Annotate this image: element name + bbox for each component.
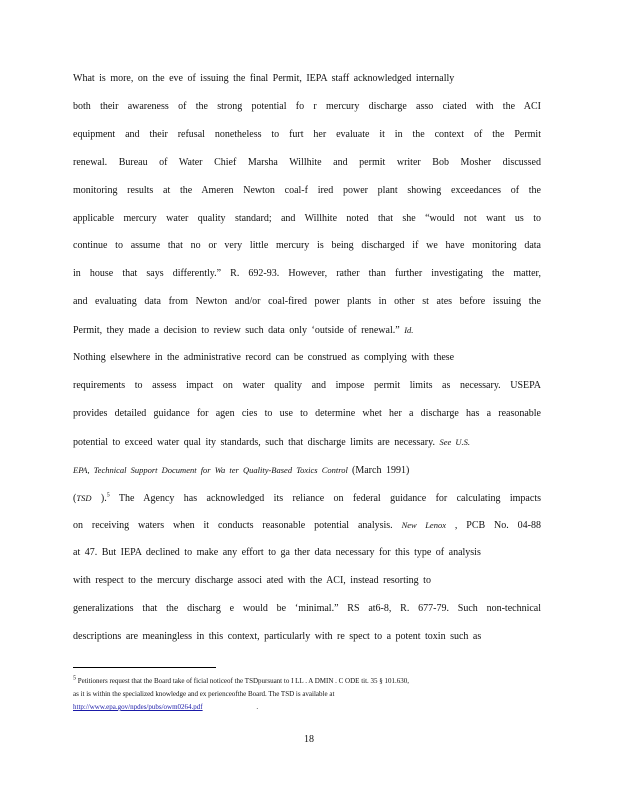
body-line: applicable mercury water quality standard; and Willhite noted that she “would not want us to (73, 212, 541, 224)
footnote-line-1 (73, 677, 543, 686)
body-line: and evaluating data from Newton and/or coal-fired power plants in other st ates before issuing the (73, 296, 541, 308)
body-line: What is more, on the eve of issuing the final Permit, IEPA staff acknowledged internally (73, 73, 455, 84)
body-line: (TSD ).$^5$ The Agency has acknowledged its reliance on federal guidance for calculating impacts (73, 492, 541, 504)
body-line: monitoring results at the Ameren Newton coal-f ired power plant showing exceedances of the (73, 184, 541, 196)
footnote-line-3 (73, 703, 543, 712)
footnote-text-1: Petitioners request that the Board take of ficial noticeof the TSDpursuant to I LL . A DMIN . C ODE tit. 35 § 101.630, (77, 677, 410, 685)
body-line: at 47. But IEPA declined to make any effort to ga ther data necessary for this type of analysis (73, 547, 481, 559)
body-line: renewal. Bureau of Water Chief Marsha Willhite and permit writer Bob Mosher discussed (73, 156, 541, 168)
footnote-text-2: as it is within the specialized knowledge and ex perienceofthe Board. The TSD is available at (73, 690, 335, 698)
body-line: both their awareness of the strong potential fo r mercury discharge asso ciated with the ACI (73, 100, 541, 112)
body-line: requirements to assess impact on water quality and impose permit limits as necessary. USEPA (73, 379, 541, 391)
body-line: potential to exceed water qual ity standards, such that discharge limits are necessary. See U.S. (73, 436, 471, 448)
footnote-line-2 (73, 690, 543, 699)
body-line: in house that says differently.” R. 692-93. However, rather than further investigating the matter, (73, 268, 541, 280)
body-line: continue to assume that no or very little mercury is being discharged if we have monitoring data (73, 240, 541, 252)
body-line: equipment and their refusal nonetheless to furt her evaluate it in the context of the Permit (73, 128, 541, 140)
body-line: provides detailed guidance for agen cies to use to determine whet her a discharge has a reasonable (73, 407, 541, 419)
footnote-separator (73, 667, 216, 668)
body-line: Nothing elsewhere in the administrative record can be construed as complying with these (73, 352, 455, 363)
body-line: Permit, they made a decision to review such data only ‘outside of renewal.” Id. (73, 325, 414, 337)
body-line: EPA, Technical Support Document for Wa ter Quality-Based Toxics Control (March 1991) (73, 464, 410, 476)
body-line: generalizations that the discharg e would be ‘minimal.” RS at6-8, R. 677-79. Such non-technical (73, 603, 541, 615)
body-line: on receiving waters when it conducts reasonable potential analysis. New Lenox , PCB No. 04-88 (73, 520, 541, 532)
page-number: 18 (304, 734, 314, 745)
tsd-link[interactable]: http://www.epa.gov/npdes/pubs/owm0264.pdf (73, 703, 203, 711)
footnote-trail: . (256, 703, 259, 711)
footnote-marker: 5 (73, 675, 76, 682)
body-line: descriptions are meaningless in this context, particularly with re spect to a potent toxin such as (73, 631, 482, 642)
body-line: with respect to the mercury discharge associ ated with the ACI, instead resorting to (73, 575, 431, 587)
